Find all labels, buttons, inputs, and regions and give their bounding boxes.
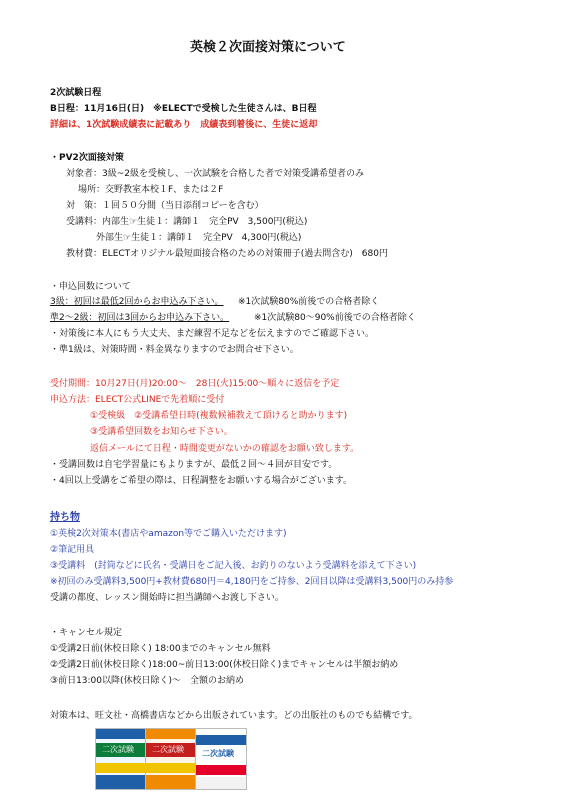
count-pre2: 準2～2級：初回は3回からお申込み下さい。 (50, 313, 230, 323)
bring-note: ※初回のみ受講料3,500円+教材費680円＝4,180円をご持参、2回目以降は受講料3,500円のみ持参 (50, 577, 454, 587)
pv2-place: 場所：交野教室本校１F、または２F (78, 185, 224, 195)
bring-item2: ②筆記用具 (50, 545, 95, 555)
bring-heading: 持ち物 (50, 512, 80, 523)
count-grade3: 3級：初回は最低2回からお申込み下さい。 (50, 297, 224, 307)
apply-note1: ・受講回数は自宅学習量にもよりますが、最低２回～４回が目安です。 (50, 460, 338, 470)
schedule-heading: 2次試験日程 (50, 88, 102, 98)
book-cover-2 (145, 728, 197, 790)
book-cover-3 (195, 728, 247, 790)
count-note1: ・対策後に本人にもう大丈夫、まだ練習不足などを伝えますのでご確認下さい。 (50, 329, 375, 339)
schedule-detail: 詳細は、1次試験成績表に記載あり 成績表到着後に、生徒に返却 (50, 120, 318, 130)
apply-note2: ・4回以上受講をご希望の際は、日程調整をお願いする場合がございます。 (50, 476, 353, 486)
books-note: 対策本は、旺文社・高橋書店などから出版されています。どの出版社のものでも結構です。 (50, 711, 418, 721)
count-heading: ・申込回数について (50, 282, 131, 292)
count-pre2-note: ※1次試験80～90%前後での合格者除く (254, 313, 416, 323)
apply-period: 受付期間：10月27日(月)20:00～ 28日(火)15:00～順々に返信を予定 (50, 379, 340, 389)
cancel-heading: ・キャンセル規定 (50, 628, 123, 638)
bring-handover: 受講の都度、レッスン開始時に担当講師へお渡し下さい。 (50, 593, 284, 603)
apply-method: 申込方法：ELECT公式LINEで先着順に受付 (50, 395, 225, 405)
pv2-fee-outer: 外部生☞生徒１：講師１ 完全PV 4,300円(税込) (96, 233, 302, 243)
pv2-target: 対象者：3級~2級を受検し、一次試験を合格した者で対策受講希望者のみ (66, 169, 364, 179)
pv2-measure: 対 策：１回５０分間（当日添削コピーを含む） (66, 201, 264, 211)
schedule-b-day: B日程：11月16日(日) ※ELECTで受検した生徒さんは、B日程 (50, 104, 317, 114)
book-cover-1 (95, 728, 147, 790)
apply-reply: 返信メールにて日程・時間変更がないかの確認をお願い致します。 (90, 444, 360, 454)
apply-item1: ①受検級 ②受講希望日時(複数候補教えて頂けると助かります) (90, 411, 348, 421)
bring-item1: ①英検2次対策本(書店やamazon等でご購入いただけます) (50, 529, 287, 539)
cancel-rule2: ②受講2日前(休校日除く)18:00~前日13:00(休校日除く)までキャンセルは半額お納め (50, 660, 399, 670)
pv2-heading: ・PV2次面接対策 (50, 153, 124, 163)
count-note2: ・準1級は、対策時間・料金異なりますのでお問合せ下さい。 (50, 345, 299, 355)
book3-title: 二次試験 (202, 749, 234, 758)
count-grade3-note: ※1次試験80%前後での合格者除く (238, 297, 380, 307)
book1-title: 二次試験 (102, 745, 134, 754)
pv2-materials: 教材費：ELECTオリジナル最短面接合格のための対策冊子(過去問含む) 680円 (66, 249, 388, 259)
cancel-rule1: ①受講2日前(休校日除く) 18:00までのキャンセル無料 (50, 644, 271, 654)
cancel-rule3: ③前日13:00以降(休校日除く)～ 全額のお納め (50, 676, 245, 686)
apply-item3: ③受講希望回数をお知らせ下さい。 (90, 427, 233, 437)
bring-item3: ③受講料 (封筒などに氏名・受講日をご記入後、お釣りのないよう受講料を添えて下さい) (50, 561, 417, 571)
book2-title: 二次試験 (152, 745, 184, 754)
page-title: 英検２次面接対策について (190, 40, 346, 55)
pv2-fee-inner: 受講料：内部生☞生徒１：講師１ 完全PV 3,500円(税込) (66, 217, 308, 227)
